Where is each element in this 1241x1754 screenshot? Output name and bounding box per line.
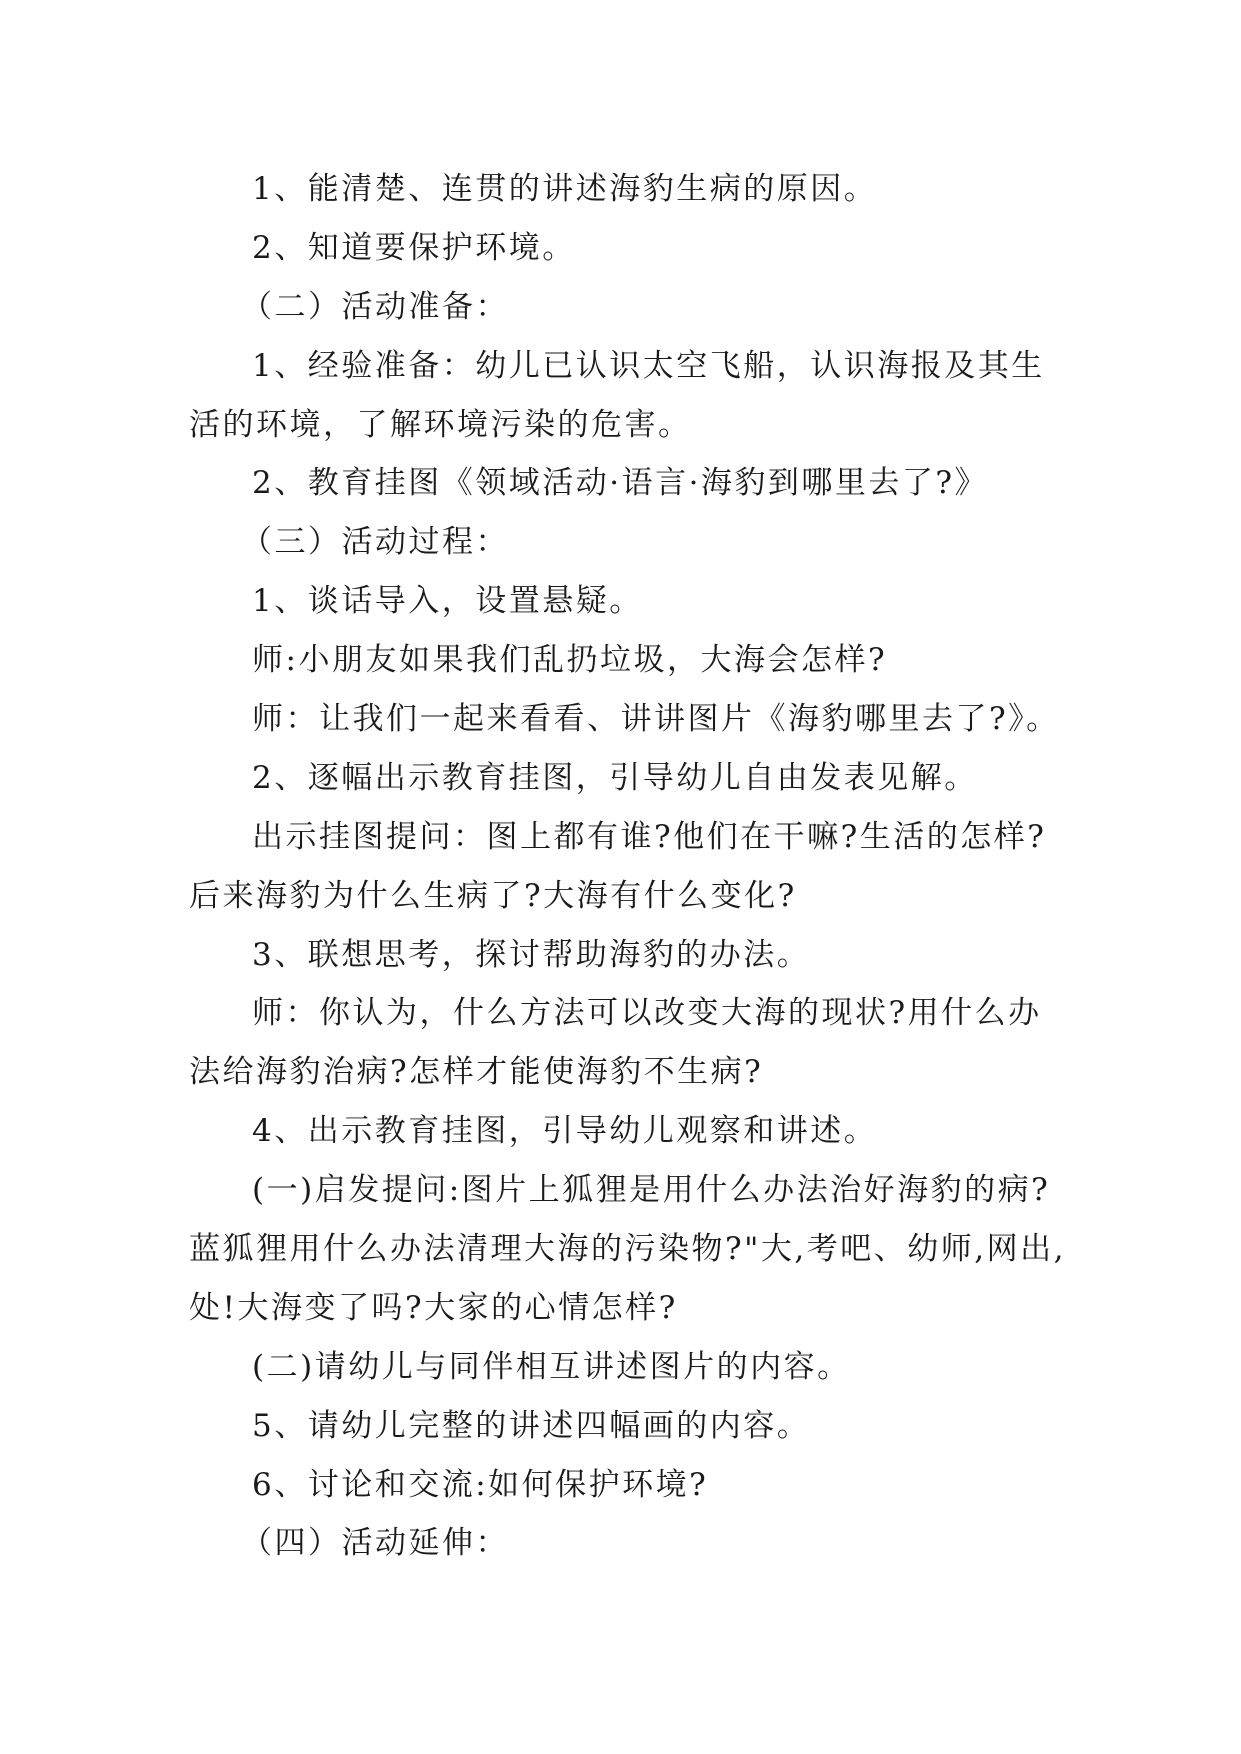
paragraph-line: 5、请幼儿完整的讲述四幅画的内容。	[252, 1407, 811, 1444]
paragraph-line: 活的环境，了解环境污染的危害。	[189, 406, 692, 443]
paragraph-line: 2、教育挂图《领域活动·语言·海豹到哪里去了?》	[252, 465, 989, 502]
paragraph-line: (一)启发提问:图片上狐狸是用什么办法治好海豹的病?	[252, 1172, 1051, 1209]
document-body	[189, 160, 1066, 1573]
paragraph-line: 处!大海变了吗?大家的心情怎样?	[189, 1289, 678, 1326]
paragraph-line: 后来海豹为什么生病了?大海有什么变化?	[189, 877, 797, 914]
paragraph-line: 师：让我们一起来看看、讲讲图片《海豹哪里去了?》。	[252, 701, 1060, 738]
paragraph-line: 2、知道要保护环境。	[252, 229, 576, 266]
paragraph-line: 3、联想思考，探讨帮助海豹的办法。	[252, 936, 811, 973]
paragraph-line: 6、讨论和交流:如何保护环境?	[252, 1466, 709, 1503]
paragraph-line: 法给海豹治病?怎样才能使海豹不生病?	[189, 1054, 764, 1091]
paragraph-line: 1、谈话导入，设置悬疑。	[252, 583, 643, 620]
paragraph-line: 师：你认为，什么方法可以改变大海的现状?用什么办	[252, 995, 1042, 1032]
section-heading: （四）活动延伸：	[241, 1525, 509, 1562]
paragraph-line: 蓝狐狸用什么办法清理大海的污染物?"大,考吧、幼师,网出,	[189, 1231, 1066, 1268]
paragraph-line: 4、出示教育挂图，引导幼儿观察和讲述。	[252, 1113, 878, 1150]
paragraph-line: 2、逐幅出示教育挂图，引导幼儿自由发表见解。	[252, 759, 978, 796]
paragraph-line: 出示挂图提问：图上都有谁?他们在干嘛?生活的怎样?	[252, 818, 1047, 855]
paragraph-line: 师:小朋友如果我们乱扔垃圾，大海会怎样?	[252, 642, 888, 679]
paragraph-line: 1、能清楚、连贯的讲述海豹生病的原因。	[252, 171, 878, 207]
paragraph-line: (二)请幼儿与同伴相互讲述图片的内容。	[252, 1348, 851, 1385]
section-heading: （二）活动准备：	[241, 288, 509, 325]
paragraph-line: 1、经验准备：幼儿已认识太空飞船，认识海报及其生	[252, 347, 1045, 384]
section-heading: （三）活动过程：	[241, 524, 509, 561]
